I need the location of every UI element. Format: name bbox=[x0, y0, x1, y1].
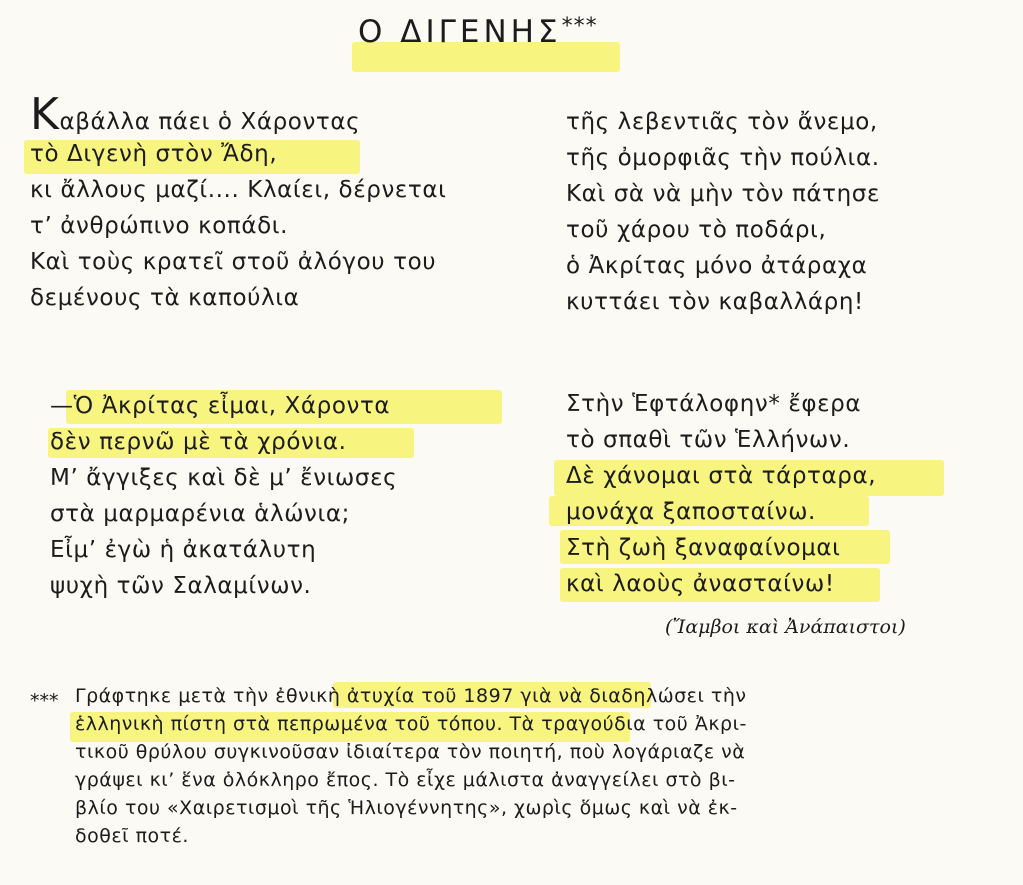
stanza-2 bbox=[566, 104, 880, 320]
stanza-2-line-3: Καὶ σὰ νὰ μὴν τὸν πάτησε bbox=[566, 181, 880, 207]
footnote-line-4: γράψει κι’ ἕνα ὁλόκληρο ἔπος. Τὸ εἶχε μάλιστα ἀναγγείλει στὸ βι- bbox=[75, 769, 736, 791]
stanza-2-line-1: τῆς λεβεντιᾶς τὸν ἄνεμο, bbox=[566, 109, 878, 135]
poem-source: (Ἴαμβοι καὶ Ἀνάπαιστοι) bbox=[665, 616, 906, 638]
stanza-4-line-5: Στὴ ζωὴ ξαναφαίνομαι bbox=[566, 535, 841, 561]
title-footnote-mark: *** bbox=[561, 14, 598, 39]
stanza-1 bbox=[30, 89, 447, 316]
stanza-4-line-2: τὸ σπαθὶ τῶν Ἑλλήνων. bbox=[566, 427, 851, 453]
footnote-line-1: Γράφτηκε μετὰ τὴν ἐθνικὴ ἀτυχία τοῦ 1897 γιὰ νὰ διαδηλώσει τὴν bbox=[75, 685, 747, 707]
footnote-line-5: βλίο του «Χαιρετισμοὶ τῆς Ἡλιογέννητης», χωρὶς ὅμως καὶ νὰ ἐκ- bbox=[75, 797, 738, 819]
footnote-marker: *** bbox=[30, 690, 59, 712]
footnote-line-2: ἑλληνικὴ πίστη στὰ πεπρωμένα τοῦ τόπου. Τὰ τραγούδια τοῦ Ἀκρι- bbox=[75, 713, 747, 735]
stanza-1-line-5: Καὶ τοὺς κρατεῖ στοῦ ἀλόγου του bbox=[30, 249, 437, 275]
stanza-1-line-6: δεμένους τὰ καπούλια bbox=[30, 285, 300, 311]
stanza-1-line-3: κι ἄλλους μαζί.... Κλαίει, δέρνεται bbox=[30, 177, 447, 203]
stanza-3-line-3: Μ’ ἄγγιξες καὶ δὲ μ’ ἔνιωσες bbox=[50, 465, 398, 491]
stanza-4-line-1: Στὴν Ἑφτάλοφην* ἔφερα bbox=[566, 391, 862, 417]
stanza-2-line-2: τῆς ὀμορφιᾶς τὴν πούλια. bbox=[566, 145, 880, 171]
stanza-1-line-1 bbox=[30, 89, 447, 140]
stanza-3-line-6: ψυχὴ τῶν Σαλαμίνων. bbox=[50, 573, 312, 599]
footnote bbox=[75, 682, 747, 850]
drop-cap: Κ bbox=[30, 89, 60, 140]
stanza-2-line-5: ὁ Ἀκρίτας μόνο ἀτάραχα bbox=[566, 253, 868, 279]
stanza-1-line-1-text: αβάλλα πάει ὁ Χάροντας bbox=[59, 109, 361, 135]
stanza-4-line-4: μονάχα ξαποσταίνω. bbox=[566, 499, 816, 525]
stanza-3-line-5: Εἶμ’ ἐγὼ ἡ ἀκατάλυτη bbox=[50, 537, 317, 563]
stanza-2-line-6: κυττάει τὸν καβαλλάρη! bbox=[566, 289, 864, 315]
stanza-3-line-4: στὰ μαρμαρένια ἁλώνια; bbox=[50, 501, 350, 527]
footnote-line-6: δοθεῖ ποτέ. bbox=[75, 825, 189, 847]
stanza-4-line-6: καὶ λαοὺς ἀνασταίνω! bbox=[566, 571, 835, 597]
stanza-1-line-4: τ’ ἀνθρώπινο κοπάδι. bbox=[30, 213, 289, 239]
stanza-4-line-3: Δὲ χάνομαι στὰ τάρταρα, bbox=[566, 463, 877, 489]
footnote-line-3: τικοῦ θρύλου συγκινοῦσαν ἰδιαίτερα τὸν ποιητή, ποὺ λογάριαζε νὰ bbox=[75, 741, 746, 763]
stanza-2-line-4: τοῦ χάρου τὸ ποδάρι, bbox=[566, 217, 827, 243]
stanza-3-line-1: —Ὁ Ἀκρίτας εἶμαι, Χάροντα bbox=[50, 393, 391, 419]
stanza-3 bbox=[50, 388, 397, 604]
title-text: Ο ΔΙΓΕΝΗΣ bbox=[358, 14, 562, 50]
page-title bbox=[358, 14, 598, 50]
stanza-3-line-2: δὲν περνῶ μὲ τὰ χρόνια. bbox=[50, 429, 347, 455]
stanza-1-line-2: τὸ Διγενὴ στὸν Ἄδη, bbox=[30, 141, 278, 167]
stanza-4 bbox=[566, 386, 876, 602]
